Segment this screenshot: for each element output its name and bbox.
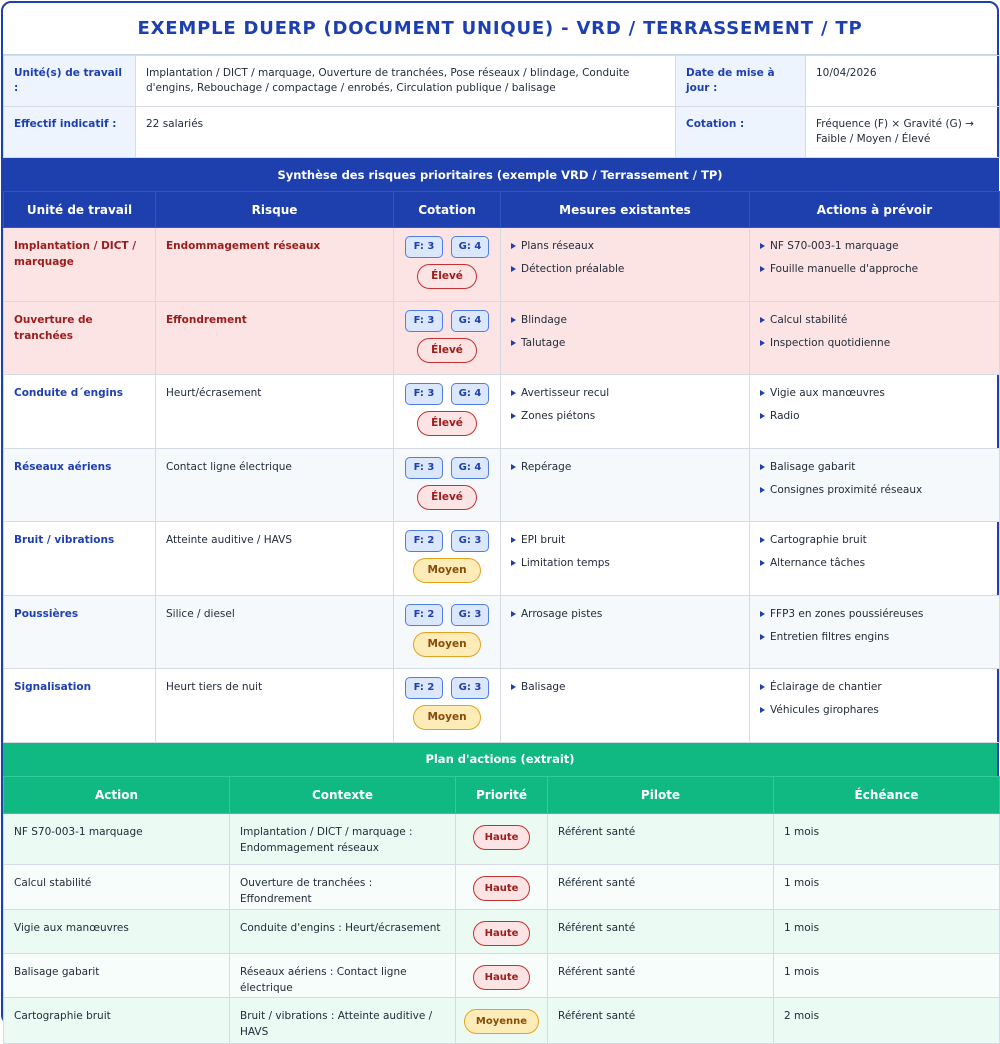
priority-badge: Haute bbox=[473, 921, 531, 946]
frequency-badge: F: 2 bbox=[405, 604, 443, 626]
cotation-cell bbox=[394, 595, 501, 669]
cotation-badges bbox=[398, 310, 496, 332]
risk-level-badge: Moyen bbox=[413, 705, 480, 730]
risk-column-header: Unité de travail bbox=[4, 192, 156, 228]
risk-cell: Silice / diesel bbox=[156, 595, 394, 669]
gravity-badge: G: 4 bbox=[451, 236, 489, 258]
plan-deadline-cell: 1 mois bbox=[774, 813, 1000, 864]
plan-row bbox=[4, 909, 1000, 953]
priority-badge: Moyenne bbox=[464, 1009, 539, 1034]
actions-list bbox=[760, 679, 989, 718]
measures-list bbox=[511, 385, 739, 424]
plan-column-header: Contexte bbox=[230, 776, 456, 813]
plan-deadline-cell: 1 mois bbox=[774, 909, 1000, 953]
cotation-badges bbox=[398, 530, 496, 552]
action-item: Entretien filtres engins bbox=[760, 629, 989, 645]
plan-row bbox=[4, 953, 1000, 997]
frequency-badge: F: 3 bbox=[405, 457, 443, 479]
actions-list bbox=[760, 606, 989, 645]
measure-item: EPI bruit bbox=[511, 532, 739, 548]
document-frame bbox=[1, 1, 999, 1038]
cotation-badges bbox=[398, 383, 496, 405]
risk-row bbox=[4, 375, 1000, 449]
measure-item: Limitation temps bbox=[511, 555, 739, 571]
actions-list bbox=[760, 385, 989, 424]
work-unit-cell: Signalisation bbox=[4, 669, 156, 743]
risk-cell: Heurt tiers de nuit bbox=[156, 669, 394, 743]
plan-column-header: Priorité bbox=[456, 776, 548, 813]
cotation-cell bbox=[394, 522, 501, 596]
action-plan-table bbox=[3, 776, 1000, 1044]
work-unit-cell: Poussières bbox=[4, 595, 156, 669]
gravity-badge: G: 3 bbox=[451, 677, 489, 699]
risk-level-badge: Élevé bbox=[417, 411, 477, 436]
cotation-cell bbox=[394, 375, 501, 449]
risk-table bbox=[3, 191, 1000, 743]
action-item: Balisage gabarit bbox=[760, 459, 989, 475]
measures-list bbox=[511, 532, 739, 571]
plan-deadline-cell: 1 mois bbox=[774, 953, 1000, 997]
measures-list bbox=[511, 238, 739, 277]
measure-item: Zones piétons bbox=[511, 408, 739, 424]
frequency-badge: F: 2 bbox=[405, 530, 443, 552]
plan-deadline-cell: 2 mois bbox=[774, 997, 1000, 1043]
work-unit-cell: Réseaux aériens bbox=[4, 448, 156, 522]
risk-cell: Heurt/écrasement bbox=[156, 375, 394, 449]
measure-item: Balisage bbox=[511, 679, 739, 695]
units-value: Implantation / DICT / marquage, Ouverture de tranchées, Pose réseaux / blindage, Conduite d'engins, Rebouchage / compactage / enrobés, Circulation publique / balisage bbox=[136, 56, 676, 107]
plan-action-cell: Balisage gabarit bbox=[4, 953, 230, 997]
plan-column-header: Action bbox=[4, 776, 230, 813]
frequency-badge: F: 3 bbox=[405, 310, 443, 332]
existing-measures-cell bbox=[501, 448, 750, 522]
risk-row bbox=[4, 301, 1000, 375]
existing-measures-cell bbox=[501, 669, 750, 743]
plan-context-cell: Ouverture de tranchées : Effondrement bbox=[230, 864, 456, 909]
risk-column-header: Risque bbox=[156, 192, 394, 228]
measures-list bbox=[511, 312, 739, 351]
planned-actions-cell bbox=[750, 522, 1000, 596]
risk-row bbox=[4, 522, 1000, 596]
frequency-badge: F: 2 bbox=[405, 677, 443, 699]
action-item: Éclairage de chantier bbox=[760, 679, 989, 695]
measures-list bbox=[511, 459, 739, 475]
measure-item: Plans réseaux bbox=[511, 238, 739, 254]
gravity-badge: G: 3 bbox=[451, 604, 489, 626]
cotation-cell bbox=[394, 301, 501, 375]
existing-measures-cell bbox=[501, 228, 750, 302]
risk-cell: Effondrement bbox=[156, 301, 394, 375]
plan-action-cell: Cartographie bruit bbox=[4, 997, 230, 1043]
plan-context-cell: Implantation / DICT / marquage : Endommagement réseaux bbox=[230, 813, 456, 864]
action-item: Consignes proximité réseaux bbox=[760, 482, 989, 498]
action-item: FFP3 en zones poussiéreuses bbox=[760, 606, 989, 622]
planned-actions-cell bbox=[750, 375, 1000, 449]
plan-priority-cell bbox=[456, 909, 548, 953]
measure-item: Avertisseur recul bbox=[511, 385, 739, 401]
work-unit-cell: Ouverture de tranchées bbox=[4, 301, 156, 375]
risk-row bbox=[4, 595, 1000, 669]
plan-pilot-cell: Référent santé bbox=[548, 864, 774, 909]
measure-item: Détection préalable bbox=[511, 261, 739, 277]
plan-column-header: Pilote bbox=[548, 776, 774, 813]
action-item: Véhicules girophares bbox=[760, 702, 989, 718]
plan-row bbox=[4, 997, 1000, 1043]
risk-column-header: Mesures existantes bbox=[501, 192, 750, 228]
measures-list bbox=[511, 679, 739, 695]
measures-list bbox=[511, 606, 739, 622]
risk-level-badge: Élevé bbox=[417, 338, 477, 363]
cotation-badges bbox=[398, 236, 496, 258]
effectif-value: 22 salariés bbox=[136, 107, 676, 158]
gravity-badge: G: 4 bbox=[451, 383, 489, 405]
effectif-label: Effectif indicatif : bbox=[4, 107, 136, 158]
info-table bbox=[3, 55, 1000, 158]
plan-action-cell: Calcul stabilité bbox=[4, 864, 230, 909]
risk-row bbox=[4, 228, 1000, 302]
plan-action-cell: Vigie aux manœuvres bbox=[4, 909, 230, 953]
plan-heading: Plan d'actions (extrait) bbox=[3, 743, 997, 776]
risk-level-badge: Élevé bbox=[417, 264, 477, 289]
action-item: NF S70-003-1 marquage bbox=[760, 238, 989, 254]
cotation-label: Cotation : bbox=[676, 107, 806, 158]
plan-priority-cell bbox=[456, 953, 548, 997]
existing-measures-cell bbox=[501, 301, 750, 375]
action-item: Calcul stabilité bbox=[760, 312, 989, 328]
cotation-value: Fréquence (F) × Gravité (G) → Faible / Moyen / Élevé bbox=[806, 107, 1000, 158]
gravity-badge: G: 4 bbox=[451, 457, 489, 479]
work-unit-cell: Implantation / DICT / marquage bbox=[4, 228, 156, 302]
risk-level-badge: Moyen bbox=[413, 632, 480, 657]
action-item: Alternance tâches bbox=[760, 555, 989, 571]
action-item: Cartographie bruit bbox=[760, 532, 989, 548]
priority-badge: Haute bbox=[473, 876, 531, 901]
plan-pilot-cell: Référent santé bbox=[548, 953, 774, 997]
risk-row bbox=[4, 669, 1000, 743]
plan-context-cell: Conduite d'engins : Heurt/écrasement bbox=[230, 909, 456, 953]
planned-actions-cell bbox=[750, 228, 1000, 302]
plan-deadline-cell: 1 mois bbox=[774, 864, 1000, 909]
plan-pilot-cell: Référent santé bbox=[548, 813, 774, 864]
plan-priority-cell bbox=[456, 997, 548, 1043]
cotation-badges bbox=[398, 604, 496, 626]
measure-item: Repérage bbox=[511, 459, 739, 475]
risk-cell: Atteinte auditive / HAVS bbox=[156, 522, 394, 596]
risk-cell: Endommagement réseaux bbox=[156, 228, 394, 302]
actions-list bbox=[760, 312, 989, 351]
actions-list bbox=[760, 238, 989, 277]
existing-measures-cell bbox=[501, 595, 750, 669]
work-unit-cell: Bruit / vibrations bbox=[4, 522, 156, 596]
plan-column-header: Échéance bbox=[774, 776, 1000, 813]
actions-list bbox=[760, 532, 989, 571]
cotation-cell bbox=[394, 228, 501, 302]
measure-item: Blindage bbox=[511, 312, 739, 328]
existing-measures-cell bbox=[501, 375, 750, 449]
planned-actions-cell bbox=[750, 448, 1000, 522]
plan-pilot-cell: Référent santé bbox=[548, 997, 774, 1043]
document-title: EXEMPLE DUERP (DOCUMENT UNIQUE) - VRD / TERRASSEMENT / TP bbox=[3, 3, 997, 55]
cotation-badges bbox=[398, 677, 496, 699]
planned-actions-cell bbox=[750, 595, 1000, 669]
cotation-badges bbox=[398, 457, 496, 479]
action-item: Vigie aux manœuvres bbox=[760, 385, 989, 401]
action-item: Inspection quotidienne bbox=[760, 335, 989, 351]
measure-item: Talutage bbox=[511, 335, 739, 351]
date-value: 10/04/2026 bbox=[806, 56, 1000, 107]
frequency-badge: F: 3 bbox=[405, 383, 443, 405]
plan-pilot-cell: Référent santé bbox=[548, 909, 774, 953]
risk-row bbox=[4, 448, 1000, 522]
gravity-badge: G: 3 bbox=[451, 530, 489, 552]
planned-actions-cell bbox=[750, 669, 1000, 743]
risk-level-badge: Élevé bbox=[417, 485, 477, 510]
work-unit-cell: Conduite d´engins bbox=[4, 375, 156, 449]
plan-context-cell: Bruit / vibrations : Atteinte auditive / HAVS bbox=[230, 997, 456, 1043]
plan-priority-cell bbox=[456, 813, 548, 864]
plan-action-cell: NF S70-003-1 marquage bbox=[4, 813, 230, 864]
frequency-badge: F: 3 bbox=[405, 236, 443, 258]
plan-row bbox=[4, 813, 1000, 864]
risk-cell: Contact ligne électrique bbox=[156, 448, 394, 522]
plan-row bbox=[4, 864, 1000, 909]
risk-column-header: Actions à prévoir bbox=[750, 192, 1000, 228]
plan-priority-cell bbox=[456, 864, 548, 909]
actions-list bbox=[760, 459, 989, 498]
risk-column-header: Cotation bbox=[394, 192, 501, 228]
action-item: Radio bbox=[760, 408, 989, 424]
plan-context-cell: Réseaux aériens : Contact ligne électrique bbox=[230, 953, 456, 997]
priority-badge: Haute bbox=[473, 965, 531, 990]
action-item: Fouille manuelle d'approche bbox=[760, 261, 989, 277]
existing-measures-cell bbox=[501, 522, 750, 596]
measure-item: Arrosage pistes bbox=[511, 606, 739, 622]
date-label: Date de mise à jour : bbox=[676, 56, 806, 107]
units-label: Unité(s) de travail : bbox=[4, 56, 136, 107]
risk-level-badge: Moyen bbox=[413, 558, 480, 583]
synthese-heading: Synthèse des risques prioritaires (exemple VRD / Terrassement / TP) bbox=[3, 158, 997, 191]
cotation-cell bbox=[394, 448, 501, 522]
cotation-cell bbox=[394, 669, 501, 743]
planned-actions-cell bbox=[750, 301, 1000, 375]
priority-badge: Haute bbox=[473, 825, 531, 850]
gravity-badge: G: 4 bbox=[451, 310, 489, 332]
